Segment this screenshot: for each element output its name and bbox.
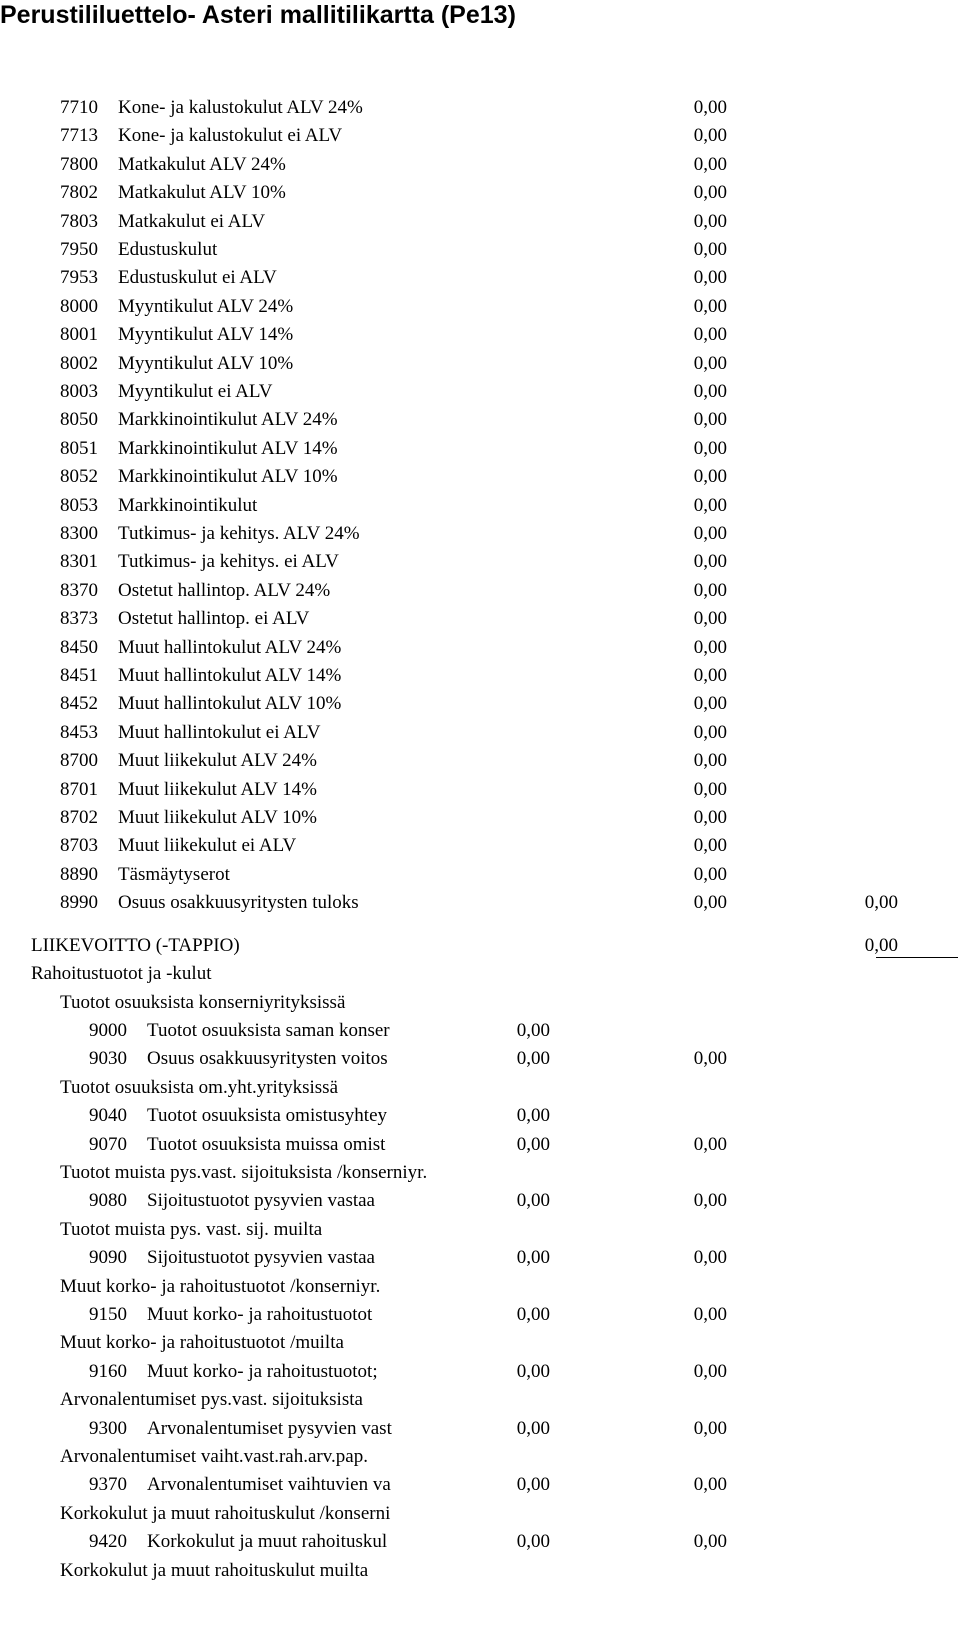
group-heading xyxy=(0,1215,960,1245)
account-name: Muut liikekulut ei ALV xyxy=(118,835,297,857)
account-name: Osuus osakkuusyritysten tuloks xyxy=(118,892,359,914)
account-amount: 0,00 xyxy=(693,466,727,488)
account-amount: 0,00 xyxy=(693,267,727,289)
group-heading xyxy=(0,1556,960,1586)
account-row xyxy=(0,1357,960,1387)
account-row xyxy=(0,377,960,407)
account-name: Matkakulut ALV 24% xyxy=(118,153,286,175)
account-name: Muut hallintokulut ALV 10% xyxy=(118,693,342,715)
account-name: Edustuskulut ei ALV xyxy=(118,267,277,289)
account-row xyxy=(0,1527,960,1557)
account-code: 8701 xyxy=(60,778,98,800)
account-name: Ostetut hallintop. ALV 24% xyxy=(118,579,331,601)
account-subtotal: 0,00 xyxy=(693,1247,727,1269)
account-name: Sijoitustuotot pysyvien vastaa xyxy=(147,1190,375,1212)
financial-section-heading: Rahoitustuotot ja -kulut xyxy=(31,963,212,985)
account-amount: 0,00 xyxy=(693,608,727,630)
group-heading xyxy=(0,1158,960,1188)
group-heading-label: Tuotot muista pys.vast. sijoituksista /konserniyr. xyxy=(60,1162,428,1183)
account-code: 9150 xyxy=(89,1304,127,1325)
account-name: Arvonalentumiset vaihtuvien va xyxy=(147,1474,391,1496)
account-amount: 0,00 xyxy=(693,892,727,914)
total-underline xyxy=(876,957,958,958)
group-heading-label: Arvonalentumiset pys.vast. sijoituksista xyxy=(60,1389,363,1411)
group-heading xyxy=(0,1385,960,1415)
account-amount: 0,00 xyxy=(693,324,727,346)
account-code: 8051 xyxy=(60,437,98,459)
account-code: 8451 xyxy=(60,665,98,686)
account-row xyxy=(0,576,960,606)
account-row xyxy=(0,1300,960,1330)
account-amount: 0,00 xyxy=(693,153,727,175)
account-code: 8700 xyxy=(60,750,98,772)
account-row xyxy=(0,661,960,691)
account-code: 7802 xyxy=(60,182,98,204)
account-amount: 0,00 xyxy=(516,1304,550,1325)
account-code: 9070 xyxy=(89,1133,127,1155)
account-name: Muut hallintokulut ei ALV xyxy=(118,721,321,743)
account-name: Kone- ja kalustokulut ei ALV xyxy=(118,125,343,147)
account-amount: 0,00 xyxy=(516,1360,550,1382)
account-name: Myyntikulut ALV 14% xyxy=(118,324,294,346)
account-code: 9030 xyxy=(89,1048,127,1070)
account-row xyxy=(0,405,960,435)
account-amount: 0,00 xyxy=(693,778,727,800)
group-heading xyxy=(0,1272,960,1302)
account-name: Markkinointikulut ALV 24% xyxy=(118,409,338,431)
account-amount: 0,00 xyxy=(516,1474,550,1496)
account-row xyxy=(0,320,960,350)
group-heading-label: Muut korko- ja rahoitustuotot /muilta xyxy=(60,1332,344,1354)
account-amount: 0,00 xyxy=(693,665,727,686)
account-code: 8001 xyxy=(60,324,98,346)
account-amount: 0,00 xyxy=(693,381,727,402)
account-amount: 0,00 xyxy=(693,750,727,772)
account-code: 8000 xyxy=(60,295,98,317)
account-row xyxy=(0,263,960,293)
account-row xyxy=(0,1016,960,1046)
account-code: 7950 xyxy=(60,239,98,260)
account-amount: 0,00 xyxy=(693,721,727,743)
account-code: 9420 xyxy=(89,1531,127,1553)
account-row xyxy=(0,1101,960,1131)
account-amount: 0,00 xyxy=(693,693,727,715)
account-row xyxy=(0,235,960,265)
operating-profit-label: LIIKEVOITTO (-TAPPIO) xyxy=(31,934,240,956)
group-heading xyxy=(0,1073,960,1103)
account-name: Arvonalentumiset pysyvien vast xyxy=(147,1417,392,1439)
account-name: Ostetut hallintop. ei ALV xyxy=(118,608,310,630)
account-row xyxy=(0,604,960,634)
account-amount: 0,00 xyxy=(693,409,727,431)
account-amount: 0,00 xyxy=(516,1020,550,1041)
account-code: 9370 xyxy=(89,1474,127,1496)
account-row xyxy=(0,178,960,208)
account-row xyxy=(0,349,960,379)
account-name: Tuotot osuuksista saman konser xyxy=(147,1020,390,1041)
account-row xyxy=(0,831,960,861)
account-code: 7803 xyxy=(60,210,98,232)
account-subtotal: 0,00 xyxy=(693,1360,727,1382)
account-code: 8050 xyxy=(60,409,98,431)
account-amount: 0,00 xyxy=(693,863,727,885)
account-row xyxy=(0,1414,960,1444)
group-heading-label: Korkokulut ja muut rahoituskulut /konserni xyxy=(60,1502,391,1524)
section-heading xyxy=(0,959,960,989)
account-name: Sijoitustuotot pysyvien vastaa xyxy=(147,1247,375,1269)
account-amount: 0,00 xyxy=(693,494,727,516)
account-name: Muut liikekulut ALV 14% xyxy=(118,778,317,800)
account-name: Tutkimus- ja kehitys. ALV 24% xyxy=(118,523,360,544)
account-amount: 0,00 xyxy=(693,182,727,204)
account-row xyxy=(0,121,960,151)
account-amount: 0,00 xyxy=(516,1247,550,1269)
account-amount: 0,00 xyxy=(516,1417,550,1439)
account-amount: 0,00 xyxy=(693,523,727,544)
account-code: 7710 xyxy=(60,97,98,118)
group-heading-label: Arvonalentumiset vaiht.vast.rah.arv.pap. xyxy=(60,1446,368,1467)
account-subtotal: 0,00 xyxy=(693,1417,727,1439)
account-code: 9080 xyxy=(89,1190,127,1212)
account-amount: 0,00 xyxy=(693,210,727,232)
account-name: Markkinointikulut xyxy=(118,494,258,516)
account-subtotal: 0,00 xyxy=(693,1190,727,1212)
account-code: 8052 xyxy=(60,466,98,488)
account-name: Osuus osakkuusyritysten voitos xyxy=(147,1048,388,1070)
account-amount: 0,00 xyxy=(516,1190,550,1212)
group-heading-label: Tuotot muista pys. vast. sij. muilta xyxy=(60,1218,323,1240)
account-name: Tuotot osuuksista muissa omist xyxy=(147,1133,386,1155)
account-code: 8300 xyxy=(60,523,98,544)
account-code: 8373 xyxy=(60,608,98,630)
account-name: Muut liikekulut ALV 24% xyxy=(118,750,317,772)
account-amount: 0,00 xyxy=(693,97,727,118)
account-row xyxy=(0,746,960,776)
group-heading-label: Muut korko- ja rahoitustuotot /konserniyr. xyxy=(60,1275,381,1297)
account-name: Muut hallintokulut ALV 14% xyxy=(118,665,342,686)
account-row xyxy=(0,860,960,890)
account-row xyxy=(0,519,960,549)
account-amount: 0,00 xyxy=(693,636,727,658)
account-subtotal: 0,00 xyxy=(864,892,898,914)
account-row xyxy=(0,292,960,322)
account-amount: 0,00 xyxy=(516,1531,550,1553)
account-amount: 0,00 xyxy=(516,1133,550,1155)
account-code: 7713 xyxy=(60,125,98,147)
account-name: Muut liikekulut ALV 10% xyxy=(118,807,317,828)
account-code: 7800 xyxy=(60,153,98,175)
account-name: Muut hallintokulut ALV 24% xyxy=(118,636,342,658)
account-code: 9040 xyxy=(89,1105,127,1127)
operating-profit-amount: 0,00 xyxy=(864,934,898,956)
document-title: Perustililuettelo- Asteri mallitilikartta (Pe13) xyxy=(0,1,516,29)
account-name: Markkinointikulut ALV 14% xyxy=(118,437,338,459)
account-subtotal: 0,00 xyxy=(693,1048,727,1070)
account-code: 7953 xyxy=(60,267,98,289)
account-code: 8452 xyxy=(60,693,98,715)
account-subtotal: 0,00 xyxy=(693,1304,727,1325)
account-row xyxy=(0,1470,960,1500)
account-name: Muut korko- ja rahoitustuotot xyxy=(147,1304,373,1325)
account-name: Matkakulut ei ALV xyxy=(118,210,266,232)
account-amount: 0,00 xyxy=(693,239,727,260)
account-row xyxy=(0,1044,960,1074)
account-amount: 0,00 xyxy=(693,437,727,459)
account-row xyxy=(0,434,960,464)
group-heading xyxy=(0,988,960,1018)
account-code: 8301 xyxy=(60,551,98,573)
group-heading-label: Korkokulut ja muut rahoituskulut muilta xyxy=(60,1559,369,1581)
account-code: 9090 xyxy=(89,1247,127,1269)
account-code: 9300 xyxy=(89,1417,127,1439)
account-row xyxy=(0,803,960,833)
account-code: 8003 xyxy=(60,381,98,402)
operating-profit-row xyxy=(0,931,960,961)
account-amount: 0,00 xyxy=(693,125,727,147)
account-code: 8002 xyxy=(60,352,98,374)
account-row xyxy=(0,718,960,748)
account-code: 8453 xyxy=(60,721,98,743)
account-subtotal: 0,00 xyxy=(693,1133,727,1155)
account-code: 8990 xyxy=(60,892,98,914)
account-amount: 0,00 xyxy=(693,295,727,317)
account-row xyxy=(0,547,960,577)
account-row xyxy=(0,462,960,492)
account-subtotal: 0,00 xyxy=(693,1474,727,1496)
account-row xyxy=(0,150,960,180)
account-row xyxy=(0,93,960,123)
account-code: 8053 xyxy=(60,494,98,516)
account-code: 8450 xyxy=(60,636,98,658)
account-amount: 0,00 xyxy=(693,579,727,601)
group-heading xyxy=(0,1499,960,1529)
group-heading xyxy=(0,1328,960,1358)
account-code: 8370 xyxy=(60,579,98,601)
account-name: Korkokulut ja muut rahoituskul xyxy=(147,1531,388,1553)
account-row xyxy=(0,775,960,805)
account-name: Myyntikulut ALV 10% xyxy=(118,352,294,374)
group-heading-label: Tuotot osuuksista konserniyrityksissä xyxy=(60,991,346,1013)
account-row xyxy=(0,491,960,521)
account-row xyxy=(0,1130,960,1160)
account-amount: 0,00 xyxy=(516,1105,550,1127)
account-name: Myyntikulut ALV 24% xyxy=(118,295,294,317)
account-code: 8890 xyxy=(60,863,98,885)
account-row xyxy=(0,207,960,237)
group-heading xyxy=(0,1442,960,1472)
account-name: Kone- ja kalustokulut ALV 24% xyxy=(118,97,363,118)
account-row xyxy=(0,689,960,719)
account-name: Matkakulut ALV 10% xyxy=(118,182,286,204)
account-name: Edustuskulut xyxy=(118,239,218,260)
account-code: 9160 xyxy=(89,1360,127,1382)
account-amount: 0,00 xyxy=(693,551,727,573)
account-name: Markkinointikulut ALV 10% xyxy=(118,466,338,488)
account-amount: 0,00 xyxy=(693,835,727,857)
account-row xyxy=(0,888,960,918)
account-subtotal: 0,00 xyxy=(693,1531,727,1553)
account-row xyxy=(0,1243,960,1273)
account-name: Tutkimus- ja kehitys. ei ALV xyxy=(118,551,339,573)
account-name: Tuotot osuuksista omistusyhtey xyxy=(147,1105,388,1127)
account-row xyxy=(0,633,960,663)
account-row xyxy=(0,1186,960,1216)
account-name: Täsmäytyserot xyxy=(118,863,230,885)
account-code: 8702 xyxy=(60,807,98,828)
group-heading-label: Tuotot osuuksista om.yht.yrityksissä xyxy=(60,1076,339,1098)
account-amount: 0,00 xyxy=(693,352,727,374)
account-name: Myyntikulut ei ALV xyxy=(118,381,273,402)
account-amount: 0,00 xyxy=(693,807,727,828)
account-code: 9000 xyxy=(89,1020,127,1041)
account-name: Muut korko- ja rahoitustuotot; xyxy=(147,1360,378,1382)
account-amount: 0,00 xyxy=(516,1048,550,1070)
account-code: 8703 xyxy=(60,835,98,857)
